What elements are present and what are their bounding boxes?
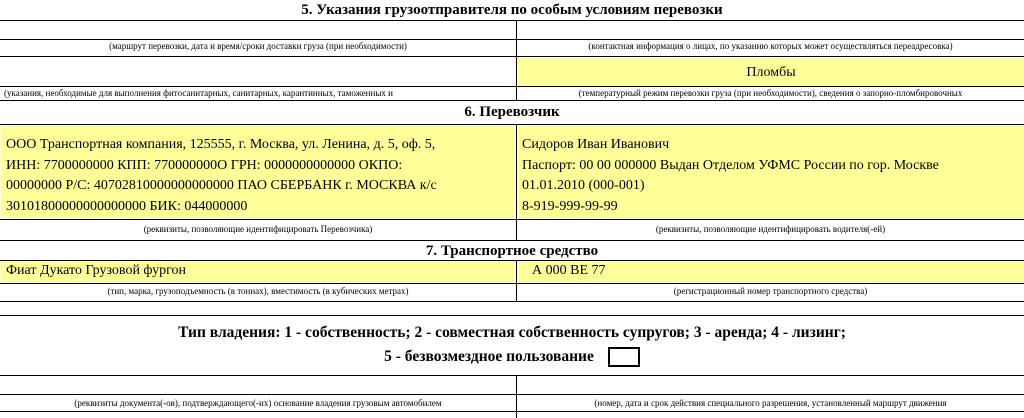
ownership-docs-field[interactable] [0,376,516,393]
registration-number-value: А 000 ВЕ 77 [532,263,606,278]
ownership-type-checkbox[interactable] [608,347,640,367]
driver-line: Сидоров Иван Иванович [522,137,670,152]
divider [0,315,1024,316]
field-underline [0,283,1024,284]
carrier-line: ООО Транспортная компания, 125555, г. Москва, ул. Ленина, д. 5, оф. 5, [6,137,436,152]
vehicle-type-value: Фиат Дукато Грузовой фургон [6,263,187,278]
divider [0,100,1024,101]
carrier-line: 00000000 Р/С: 40702810000000000000 ПАО СБЕРБАНК г. МОСКВА к/с [6,178,437,193]
contacts-field[interactable] [517,21,1024,39]
carrier-line: ИНН: 7700000000 КПП: 770000000О ГРН: 0000000000000 ОКПО: [6,157,403,173]
field-underline [0,394,1024,395]
instructions-caption: (указания, необходимые для выполнения фитосанитарных, санитарных, карантинных, таможенных и [4,88,393,98]
section5-title: 5. Указания грузоотправителя по особым условиям перевозки [301,2,723,18]
divider [0,124,1024,125]
section7-title: 7. Транспортное средство [425,243,599,259]
driver-line: Паспорт: 00 00 000000 Выдан Отделом УФМС России по гор. Москве [522,157,939,173]
driver-line: 8-919-999-99-99 [522,198,618,214]
carrier-caption: (реквизиты, позволяющие идентифицировать Перевозчика) [143,224,373,234]
driver-caption: (реквизиты, позволяющие идентифицировать водителя(-ей) [655,224,886,234]
special-permit-field[interactable] [517,376,1024,393]
seals-value: Пломбы [746,65,796,80]
vehicle-caption: (тип, марка, грузоподъемность (в тоннах), вместимость (в кубических метрах) [107,286,409,296]
ownership-docs-caption: (реквизиты документа(-ов), подтверждающего(-их) основание владения грузовым автомобилем [74,398,442,408]
section6-title: 6. Перевозчик [464,104,560,120]
divider [0,411,1024,412]
registration-caption: (регистрационный номер транспортного средства) [673,286,868,296]
permit-caption: (номер, дата и срок действия специального разрешения, установленный маршрут движения [594,398,947,408]
field-underline [0,219,1024,220]
divider [0,301,1024,302]
field-underline [0,86,1024,87]
carrier-line: 30101800000000000000 БИК: 044000000 [6,198,248,214]
route-caption: (маршрут перевозки, дата и время/сроки доставки груза (при необходимости) [109,41,407,51]
contacts-caption: (контактная информация о лицах, по указанию которых может осуществляться переадресовка) [588,41,953,51]
route-field[interactable] [0,21,516,39]
instructions-field[interactable] [0,57,516,83]
column-divider [516,124,517,240]
ownership-types-line2: 5 - безвозмездное пользование [384,348,594,365]
ownership-types-line1: Тип владения: 1 - собственность; 2 - совместная собственность супругов; 3 - аренда; 4 - лизинг; [178,324,846,341]
driver-line: 01.01.2010 (000-001) [522,178,645,193]
ownership-types-row [0,345,1024,369]
temperature-caption: (температурный режим перевозки груза (при необходимости), сведения о запорно-пломбировочных [578,88,963,98]
field-underline [0,39,1024,40]
